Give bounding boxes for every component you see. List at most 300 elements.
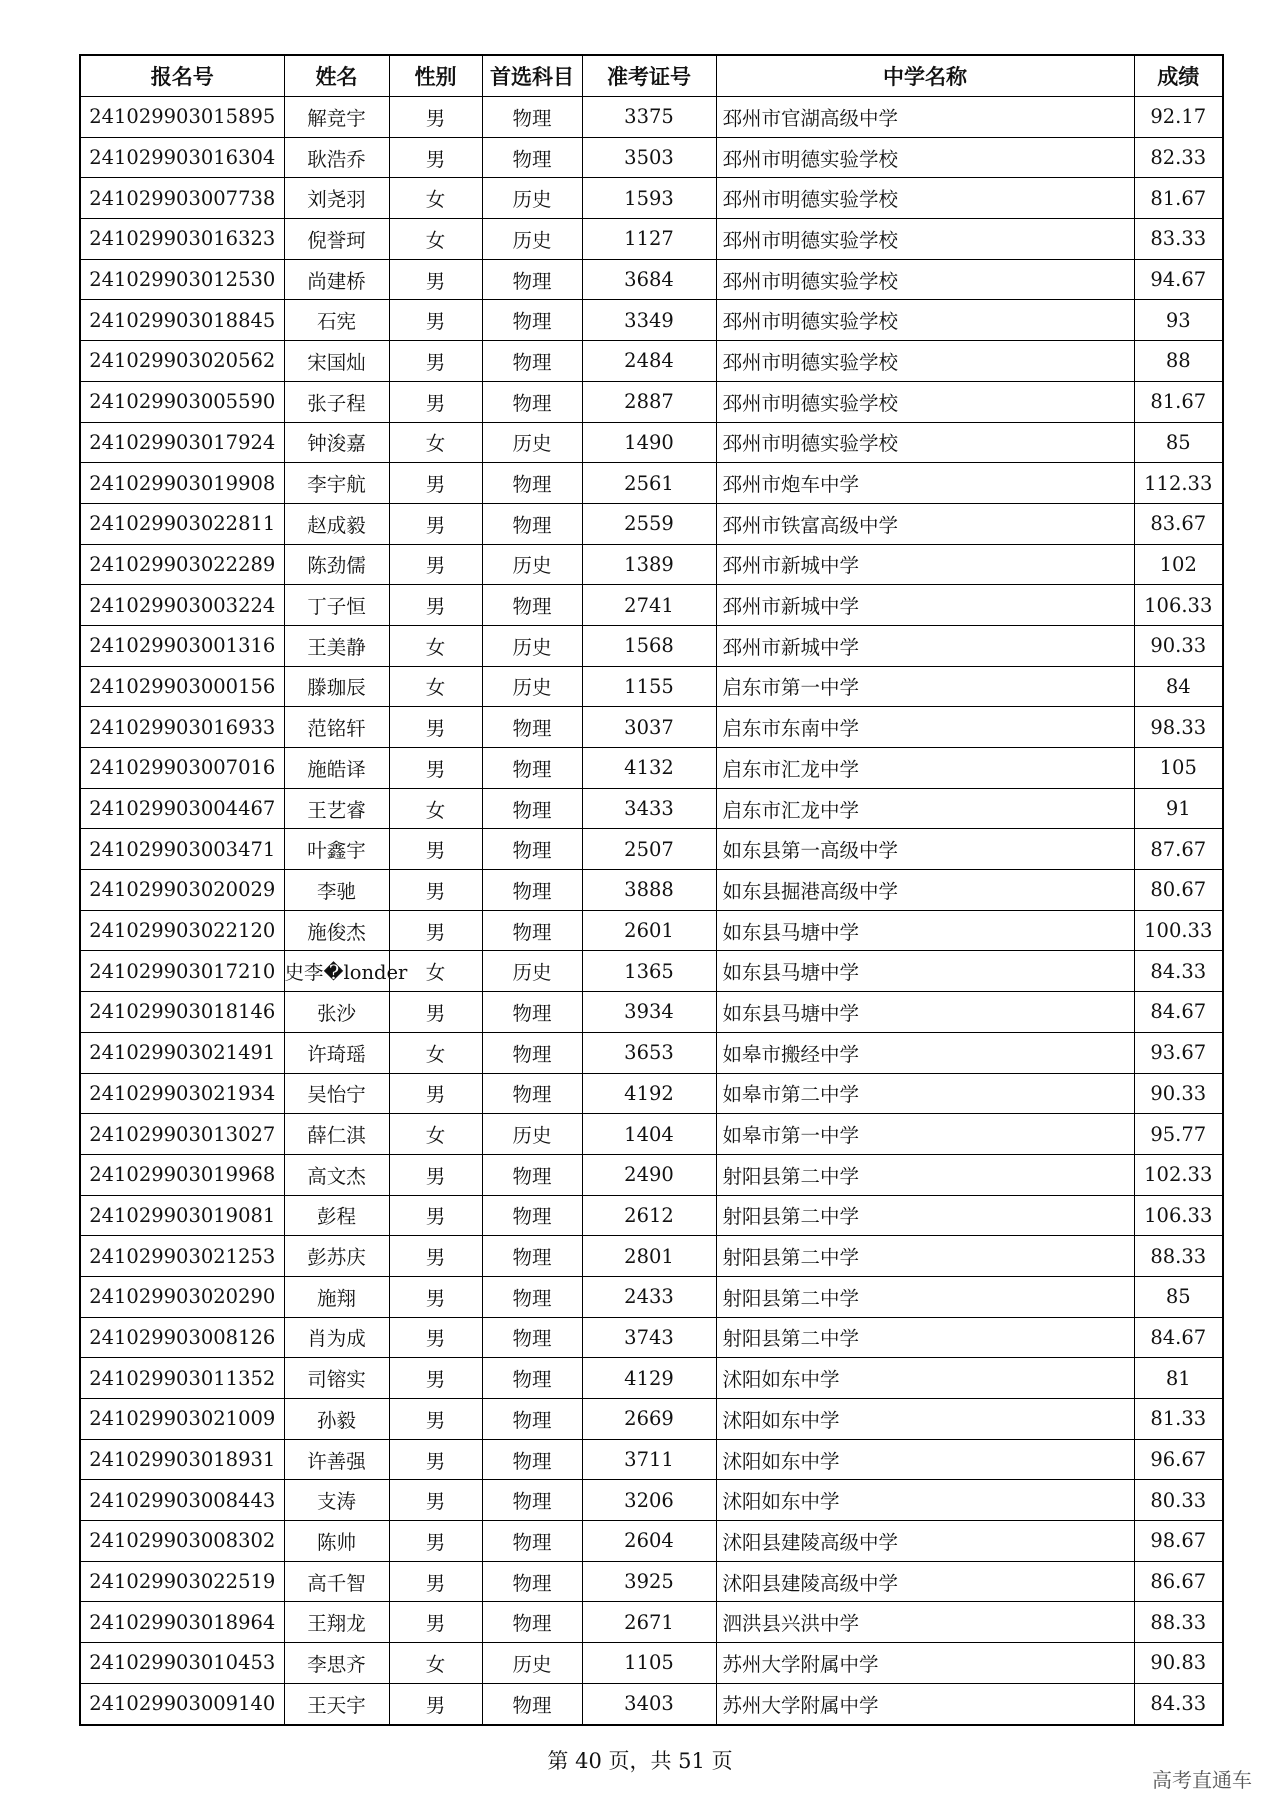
reg-no-cell: 241029903021009 (80, 1399, 284, 1440)
subject-cell: 物理 (482, 1073, 582, 1114)
table-row (80, 992, 1223, 1033)
table-row (80, 422, 1223, 463)
name-cell: 宋国灿 (284, 341, 389, 382)
reg-no-cell: 241029903000156 (80, 666, 284, 707)
exam-no-cell: 3503 (582, 137, 716, 178)
reg-no-cell: 241029903022120 (80, 910, 284, 951)
reg-no-cell: 241029903022519 (80, 1561, 284, 1602)
gender-cell: 女 (389, 951, 482, 992)
subject-cell: 物理 (482, 1439, 582, 1480)
school-cell: 邳州市明德实验学校 (716, 219, 1134, 260)
score-cell: 88.33 (1134, 1602, 1223, 1643)
reg-no-cell: 241029903001316 (80, 625, 284, 666)
reg-no-cell: 241029903003471 (80, 829, 284, 870)
score-cell: 88.33 (1134, 1236, 1223, 1277)
subject-cell: 历史 (482, 666, 582, 707)
name-cell: 施翔 (284, 1276, 389, 1317)
table-row (80, 1602, 1223, 1643)
exam-no-cell: 2507 (582, 829, 716, 870)
table-row (80, 1643, 1223, 1684)
score-cell: 94.67 (1134, 259, 1223, 300)
gender-cell: 男 (389, 544, 482, 585)
score-cell: 85 (1134, 1276, 1223, 1317)
exam-no-cell: 2433 (582, 1276, 716, 1317)
exam-no-cell: 3925 (582, 1561, 716, 1602)
name-cell: 李驰 (284, 870, 389, 911)
gender-cell: 男 (389, 463, 482, 504)
reg-no-cell: 241029903018964 (80, 1602, 284, 1643)
reg-no-cell: 241029903018931 (80, 1439, 284, 1480)
subject-cell: 历史 (482, 1114, 582, 1155)
school-cell: 沭阳如东中学 (716, 1358, 1134, 1399)
gender-cell: 男 (389, 1195, 482, 1236)
reg-no-cell: 241029903020029 (80, 870, 284, 911)
reg-no-cell: 241029903017924 (80, 422, 284, 463)
name-cell: 张沙 (284, 992, 389, 1033)
school-cell: 沭阳如东中学 (716, 1439, 1134, 1480)
subject-cell: 物理 (482, 1480, 582, 1521)
reg-no-cell: 241029903016933 (80, 707, 284, 748)
gender-cell: 女 (389, 625, 482, 666)
subject-cell: 历史 (482, 1643, 582, 1684)
score-cell: 84 (1134, 666, 1223, 707)
school-cell: 泗洪县兴洪中学 (716, 1602, 1134, 1643)
gender-cell: 男 (389, 1399, 482, 1440)
name-cell: 许琦瑶 (284, 1032, 389, 1073)
table-row (80, 1236, 1223, 1277)
exam-no-cell: 3403 (582, 1683, 716, 1724)
table-row (80, 951, 1223, 992)
exam-no-cell: 2601 (582, 910, 716, 951)
name-cell: 叶鑫宇 (284, 829, 389, 870)
score-cell: 81.33 (1134, 1399, 1223, 1440)
name-cell: 王天宇 (284, 1683, 389, 1724)
score-cell: 80.67 (1134, 870, 1223, 911)
table-row (80, 1358, 1223, 1399)
table-row (80, 1317, 1223, 1358)
school-cell: 邳州市新城中学 (716, 544, 1134, 585)
reg-no-cell: 241029903007016 (80, 748, 284, 789)
table-row (80, 1114, 1223, 1155)
name-cell: 李思齐 (284, 1643, 389, 1684)
score-cell: 92.17 (1134, 97, 1223, 138)
table-row (80, 1073, 1223, 1114)
exam-no-cell: 1404 (582, 1114, 716, 1155)
school-cell: 沭阳县建陵高级中学 (716, 1521, 1134, 1562)
score-cell: 81 (1134, 1358, 1223, 1399)
name-cell: 彭程 (284, 1195, 389, 1236)
school-cell: 邳州市明德实验学校 (716, 300, 1134, 341)
score-cell: 83.33 (1134, 219, 1223, 260)
name-cell: 彭苏庆 (284, 1236, 389, 1277)
subject-cell: 历史 (482, 219, 582, 260)
gender-cell: 男 (389, 829, 482, 870)
school-cell: 射阳县第二中学 (716, 1236, 1134, 1277)
exam-no-cell: 3934 (582, 992, 716, 1033)
subject-cell: 物理 (482, 748, 582, 789)
subject-cell: 物理 (482, 259, 582, 300)
score-cell: 91 (1134, 788, 1223, 829)
gender-cell: 男 (389, 992, 482, 1033)
name-cell: 尚建桥 (284, 259, 389, 300)
table-row (80, 137, 1223, 178)
table-body (80, 97, 1223, 1725)
table-row (80, 625, 1223, 666)
score-table (79, 54, 1224, 1726)
school-cell: 邳州市明德实验学校 (716, 137, 1134, 178)
subject-cell: 物理 (482, 1683, 582, 1724)
exam-no-cell: 3653 (582, 1032, 716, 1073)
gender-cell: 男 (389, 1561, 482, 1602)
table-row (80, 666, 1223, 707)
name-cell: 滕珈辰 (284, 666, 389, 707)
col-header-score: 成绩 (1134, 55, 1223, 97)
table-row (80, 1195, 1223, 1236)
school-cell: 邳州市明德实验学校 (716, 178, 1134, 219)
score-cell: 105 (1134, 748, 1223, 789)
reg-no-cell: 241029903012530 (80, 259, 284, 300)
score-cell: 90.33 (1134, 1073, 1223, 1114)
score-cell: 83.67 (1134, 503, 1223, 544)
name-cell: 孙毅 (284, 1399, 389, 1440)
score-cell: 95.77 (1134, 1114, 1223, 1155)
exam-no-cell: 2801 (582, 1236, 716, 1277)
subject-cell: 物理 (482, 910, 582, 951)
name-cell: 史李�londer (284, 951, 389, 992)
exam-no-cell: 3375 (582, 97, 716, 138)
page-footer: 第 40 页，共 51 页 (547, 1749, 733, 1773)
subject-cell: 物理 (482, 1358, 582, 1399)
table-row (80, 259, 1223, 300)
reg-no-cell: 241029903008126 (80, 1317, 284, 1358)
subject-cell: 物理 (482, 992, 582, 1033)
gender-cell: 女 (389, 666, 482, 707)
school-cell: 苏州大学附属中学 (716, 1683, 1134, 1724)
score-cell: 98.67 (1134, 1521, 1223, 1562)
subject-cell: 物理 (482, 585, 582, 626)
gender-cell: 男 (389, 137, 482, 178)
subject-cell: 历史 (482, 178, 582, 219)
exam-no-cell: 4192 (582, 1073, 716, 1114)
subject-cell: 历史 (482, 422, 582, 463)
gender-cell: 女 (389, 422, 482, 463)
exam-no-cell: 2612 (582, 1195, 716, 1236)
table-row (80, 748, 1223, 789)
subject-cell: 物理 (482, 97, 582, 138)
gender-cell: 男 (389, 1276, 482, 1317)
table-row (80, 1276, 1223, 1317)
subject-cell: 物理 (482, 137, 582, 178)
subject-cell: 物理 (482, 1602, 582, 1643)
name-cell: 王美静 (284, 625, 389, 666)
gender-cell: 男 (389, 1317, 482, 1358)
exam-no-cell: 3433 (582, 788, 716, 829)
table-row (80, 1561, 1223, 1602)
school-cell: 如东县马塘中学 (716, 951, 1134, 992)
score-cell: 96.67 (1134, 1439, 1223, 1480)
exam-no-cell: 1568 (582, 625, 716, 666)
name-cell: 司镕实 (284, 1358, 389, 1399)
school-cell: 如皋市搬经中学 (716, 1032, 1134, 1073)
score-cell: 90.83 (1134, 1643, 1223, 1684)
score-cell: 81.67 (1134, 178, 1223, 219)
gender-cell: 男 (389, 1480, 482, 1521)
reg-no-cell: 241029903019081 (80, 1195, 284, 1236)
reg-no-cell: 241029903018845 (80, 300, 284, 341)
subject-cell: 历史 (482, 951, 582, 992)
school-cell: 启东市第一中学 (716, 666, 1134, 707)
gender-cell: 男 (389, 1602, 482, 1643)
exam-no-cell: 1365 (582, 951, 716, 992)
table-row (80, 870, 1223, 911)
score-cell: 80.33 (1134, 1480, 1223, 1521)
gender-cell: 男 (389, 300, 482, 341)
reg-no-cell: 241029903004467 (80, 788, 284, 829)
exam-no-cell: 2561 (582, 463, 716, 504)
score-cell: 102 (1134, 544, 1223, 585)
school-cell: 邳州市炮车中学 (716, 463, 1134, 504)
score-cell: 100.33 (1134, 910, 1223, 951)
reg-no-cell: 241029903021934 (80, 1073, 284, 1114)
table-row (80, 910, 1223, 951)
subject-cell: 历史 (482, 544, 582, 585)
header-row (80, 55, 1223, 97)
exam-no-cell: 4129 (582, 1358, 716, 1399)
name-cell: 薛仁淇 (284, 1114, 389, 1155)
table-row (80, 1521, 1223, 1562)
gender-cell: 男 (389, 503, 482, 544)
subject-cell: 物理 (482, 381, 582, 422)
reg-no-cell: 241029903008302 (80, 1521, 284, 1562)
school-cell: 如东县马塘中学 (716, 992, 1134, 1033)
reg-no-cell: 241029903013027 (80, 1114, 284, 1155)
subject-cell: 物理 (482, 1195, 582, 1236)
gender-cell: 女 (389, 1032, 482, 1073)
name-cell: 赵成毅 (284, 503, 389, 544)
reg-no-cell: 241029903015895 (80, 97, 284, 138)
school-cell: 如东县马塘中学 (716, 910, 1134, 951)
exam-no-cell: 2490 (582, 1154, 716, 1195)
exam-no-cell: 3349 (582, 300, 716, 341)
gender-cell: 男 (389, 707, 482, 748)
gender-cell: 男 (389, 259, 482, 300)
table-row (80, 1032, 1223, 1073)
gender-cell: 男 (389, 1073, 482, 1114)
table-row (80, 1399, 1223, 1440)
exam-no-cell: 2669 (582, 1399, 716, 1440)
score-cell: 84.33 (1134, 951, 1223, 992)
name-cell: 倪誉珂 (284, 219, 389, 260)
reg-no-cell: 241029903007738 (80, 178, 284, 219)
reg-no-cell: 241029903019968 (80, 1154, 284, 1195)
exam-no-cell: 3206 (582, 1480, 716, 1521)
school-cell: 邳州市官湖高级中学 (716, 97, 1134, 138)
name-cell: 施皓译 (284, 748, 389, 789)
school-cell: 射阳县第二中学 (716, 1195, 1134, 1236)
col-header-subject: 首选科目 (482, 55, 582, 97)
name-cell: 陈劲儒 (284, 544, 389, 585)
subject-cell: 物理 (482, 1276, 582, 1317)
exam-no-cell: 1389 (582, 544, 716, 585)
gender-cell: 女 (389, 788, 482, 829)
exam-no-cell: 1155 (582, 666, 716, 707)
subject-cell: 物理 (482, 300, 582, 341)
score-cell: 93.67 (1134, 1032, 1223, 1073)
school-cell: 邳州市明德实验学校 (716, 422, 1134, 463)
gender-cell: 男 (389, 748, 482, 789)
table-row (80, 1154, 1223, 1195)
gender-cell: 女 (389, 219, 482, 260)
table-row (80, 219, 1223, 260)
name-cell: 钟浚嘉 (284, 422, 389, 463)
exam-no-cell: 3743 (582, 1317, 716, 1358)
gender-cell: 男 (389, 870, 482, 911)
gender-cell: 男 (389, 1358, 482, 1399)
score-cell: 112.33 (1134, 463, 1223, 504)
table-row (80, 1683, 1223, 1724)
name-cell: 王艺睿 (284, 788, 389, 829)
reg-no-cell: 241029903003224 (80, 585, 284, 626)
subject-cell: 物理 (482, 463, 582, 504)
subject-cell: 物理 (482, 1399, 582, 1440)
exam-no-cell: 1105 (582, 1643, 716, 1684)
reg-no-cell: 241029903022289 (80, 544, 284, 585)
exam-no-cell: 3037 (582, 707, 716, 748)
reg-no-cell: 241029903016323 (80, 219, 284, 260)
table-row (80, 97, 1223, 138)
table-row (80, 788, 1223, 829)
score-cell: 106.33 (1134, 585, 1223, 626)
subject-cell: 物理 (482, 788, 582, 829)
table-row (80, 341, 1223, 382)
exam-no-cell: 2887 (582, 381, 716, 422)
subject-cell: 物理 (482, 1236, 582, 1277)
subject-cell: 物理 (482, 341, 582, 382)
subject-cell: 物理 (482, 707, 582, 748)
watermark-text: 高考直通车 (1152, 1768, 1252, 1792)
school-cell: 启东市汇龙中学 (716, 748, 1134, 789)
exam-no-cell: 2604 (582, 1521, 716, 1562)
school-cell: 射阳县第二中学 (716, 1276, 1134, 1317)
table-row (80, 829, 1223, 870)
reg-no-cell: 241029903017210 (80, 951, 284, 992)
table-row (80, 1439, 1223, 1480)
score-cell: 102.33 (1134, 1154, 1223, 1195)
col-header-gender: 性别 (389, 55, 482, 97)
name-cell: 肖为成 (284, 1317, 389, 1358)
score-cell: 81.67 (1134, 381, 1223, 422)
score-cell: 88 (1134, 341, 1223, 382)
name-cell: 支涛 (284, 1480, 389, 1521)
name-cell: 刘尧羽 (284, 178, 389, 219)
table-row (80, 707, 1223, 748)
gender-cell: 男 (389, 1439, 482, 1480)
gender-cell: 女 (389, 1643, 482, 1684)
col-header-exam-no: 准考证号 (582, 55, 716, 97)
school-cell: 射阳县第二中学 (716, 1317, 1134, 1358)
score-cell: 84.33 (1134, 1683, 1223, 1724)
name-cell: 高千智 (284, 1561, 389, 1602)
table-row (80, 178, 1223, 219)
score-cell: 85 (1134, 422, 1223, 463)
gender-cell: 男 (389, 1521, 482, 1562)
subject-cell: 历史 (482, 625, 582, 666)
table-row (80, 544, 1223, 585)
name-cell: 施俊杰 (284, 910, 389, 951)
col-header-name: 姓名 (284, 55, 389, 97)
reg-no-cell: 241029903010453 (80, 1643, 284, 1684)
reg-no-cell: 241029903008443 (80, 1480, 284, 1521)
subject-cell: 物理 (482, 1154, 582, 1195)
reg-no-cell: 241029903005590 (80, 381, 284, 422)
table-row (80, 585, 1223, 626)
exam-no-cell: 3711 (582, 1439, 716, 1480)
reg-no-cell: 241029903016304 (80, 137, 284, 178)
exam-no-cell: 4132 (582, 748, 716, 789)
score-cell: 93 (1134, 300, 1223, 341)
name-cell: 丁子恒 (284, 585, 389, 626)
table-row (80, 463, 1223, 504)
name-cell: 许善强 (284, 1439, 389, 1480)
school-cell: 启东市东南中学 (716, 707, 1134, 748)
score-cell: 87.67 (1134, 829, 1223, 870)
name-cell: 高文杰 (284, 1154, 389, 1195)
exam-no-cell: 2559 (582, 503, 716, 544)
subject-cell: 物理 (482, 1032, 582, 1073)
subject-cell: 物理 (482, 1521, 582, 1562)
gender-cell: 男 (389, 381, 482, 422)
reg-no-cell: 241029903020562 (80, 341, 284, 382)
subject-cell: 物理 (482, 1317, 582, 1358)
exam-no-cell: 2484 (582, 341, 716, 382)
exam-no-cell: 1490 (582, 422, 716, 463)
gender-cell: 男 (389, 910, 482, 951)
score-cell: 98.33 (1134, 707, 1223, 748)
exam-no-cell: 2671 (582, 1602, 716, 1643)
table-row (80, 381, 1223, 422)
exam-no-cell: 3684 (582, 259, 716, 300)
name-cell: 张子程 (284, 381, 389, 422)
subject-cell: 物理 (482, 1561, 582, 1602)
name-cell: 石宪 (284, 300, 389, 341)
name-cell: 解竞宇 (284, 97, 389, 138)
gender-cell: 男 (389, 341, 482, 382)
reg-no-cell: 241029903020290 (80, 1276, 284, 1317)
school-cell: 如东县第一高级中学 (716, 829, 1134, 870)
school-cell: 沭阳如东中学 (716, 1480, 1134, 1521)
col-header-reg-no: 报名号 (80, 55, 284, 97)
name-cell: 陈帅 (284, 1521, 389, 1562)
reg-no-cell: 241029903021491 (80, 1032, 284, 1073)
school-cell: 邳州市明德实验学校 (716, 381, 1134, 422)
gender-cell: 女 (389, 178, 482, 219)
subject-cell: 物理 (482, 503, 582, 544)
gender-cell: 男 (389, 97, 482, 138)
gender-cell: 女 (389, 1114, 482, 1155)
school-cell: 苏州大学附属中学 (716, 1643, 1134, 1684)
school-cell: 邳州市铁富高级中学 (716, 503, 1134, 544)
score-cell: 84.67 (1134, 1317, 1223, 1358)
exam-no-cell: 3888 (582, 870, 716, 911)
exam-no-cell: 1593 (582, 178, 716, 219)
exam-no-cell: 1127 (582, 219, 716, 260)
school-cell: 如东县掘港高级中学 (716, 870, 1134, 911)
name-cell: 吴怡宁 (284, 1073, 389, 1114)
reg-no-cell: 241029903022811 (80, 503, 284, 544)
exam-no-cell: 2741 (582, 585, 716, 626)
score-cell: 84.67 (1134, 992, 1223, 1033)
score-cell: 86.67 (1134, 1561, 1223, 1602)
